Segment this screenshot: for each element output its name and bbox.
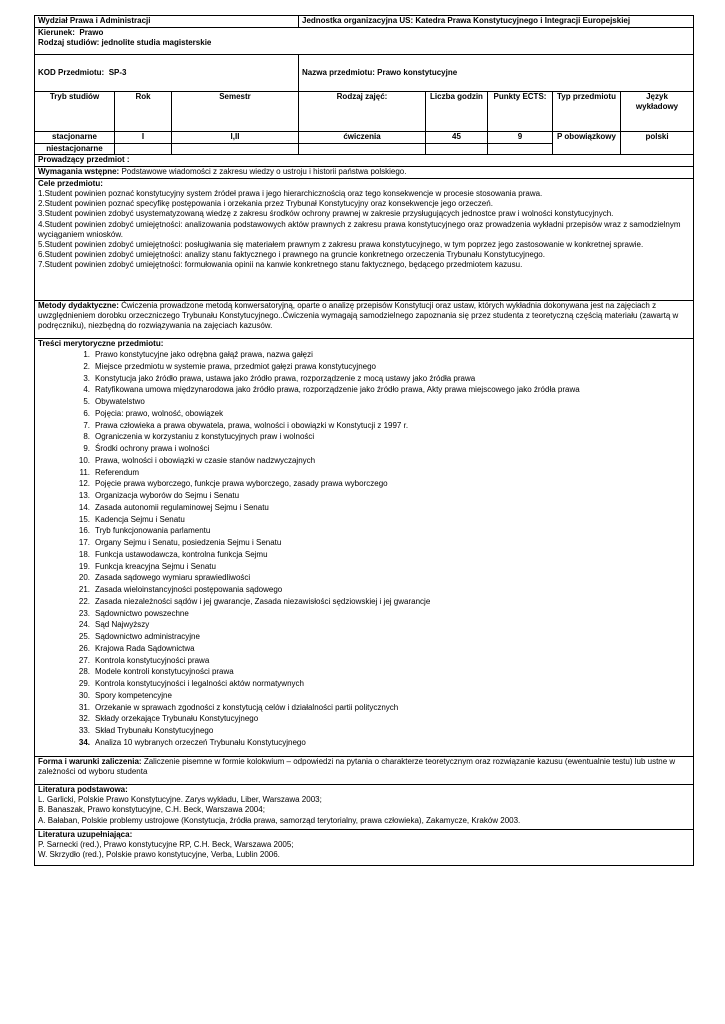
topic-text: Modele kontroli konstytucyjności prawa: [95, 667, 234, 677]
topic-item: [38, 525, 690, 537]
empty-cell: [115, 144, 172, 155]
literature-item: W. Skrzydło (red.), Polskie prawo konstytucyjne, Verba, Lublin 2006.: [38, 850, 280, 860]
topic-text: Kontrola konstytucyjności i legalności aktów normatywnych: [95, 679, 304, 688]
mode-full-time: stacjonarne: [35, 132, 115, 144]
goal-item: 1.Student powinien poznać konstytucyjny system źródeł prawa i jego hierarchicznością oraz tego konsekwencje w procesie stosowania prawa.: [38, 189, 543, 198]
topic-item: [38, 349, 690, 361]
topic-item: [38, 737, 690, 749]
topic-item: [38, 619, 690, 631]
topic-text: Zasada sądowego wymiaru sprawiedliwości: [95, 573, 251, 583]
goal-item: 4.Student powinien zdobyć umiejętności: analizowania podstawowych aktów prawnych z zakresu prawa konstytucyjnego oraz prowadzenia wykładni przepisów wraz z samodzielnym wyciąganiem wniosków.: [38, 219, 681, 239]
topic-item: [38, 420, 690, 432]
topic-number: 15.: [78, 514, 90, 524]
topics-list: [38, 349, 690, 749]
topic-item: [38, 373, 690, 385]
topic-item: [38, 608, 690, 620]
topic-text: Funkcja kreacyjna Sejmu i Senatu: [95, 561, 216, 571]
col-header-hours: Liczba godzin: [426, 92, 488, 132]
topic-item: [38, 666, 690, 678]
methods-cell: [35, 301, 694, 339]
code-value: SP-3: [108, 68, 127, 77]
topic-number: 14.: [78, 502, 90, 512]
content-cell: [35, 339, 694, 757]
topic-item: [38, 655, 690, 667]
topic-item: [38, 361, 690, 373]
topic-text: Zasada niezależności sądów i jej gwarancje, Zasada niezawisłości sędziowskiej i jej gwarancje: [95, 596, 431, 606]
class-type-value: ćwiczenia: [299, 132, 426, 144]
col-header-semester: Semestr: [172, 92, 299, 132]
topic-item: [38, 396, 690, 408]
goals-label: Cele przedmiotu:: [38, 179, 103, 188]
topic-text: Zasada autonomii regulaminowej Sejmu i Senatu: [95, 502, 269, 512]
field-value: Prawo: [79, 28, 104, 37]
topic-number: 18.: [78, 549, 90, 559]
topic-text: Środki ochrony prawa i wolności: [95, 444, 210, 453]
topic-text: Konstytucja jako źródło prawa, ustawa jako źródło prawa, rozporządzenie z mocą ustawy jako źródła prawa: [95, 373, 476, 383]
topic-number: 24.: [78, 620, 90, 630]
topic-item: [38, 431, 690, 443]
topic-number: 11.: [79, 467, 90, 477]
topic-item: [38, 584, 690, 596]
topic-number: 8.: [83, 432, 90, 442]
topic-number: 3.: [83, 373, 90, 383]
literature-item: B. Banaszak, Prawo konstytucyjne, C.H. Beck, Warszawa 2004;: [38, 805, 265, 815]
topic-number: 17.: [78, 538, 90, 547]
topic-text: Ratyfikowana umowa międzynarodowa jako źródło prawa, rozporządzenie jako źródło prawa, Akty prawa miejscowego jako źródła prawa: [95, 385, 580, 395]
assessment-text: Zaliczenie pisemne w formie kolokwium – odpowiedzi na pytania o charakterze teoretycznym oraz rozwiązanie kazusu (ewentualnie testu) lub ustne w zależności od wyboru studenta: [38, 757, 676, 777]
topic-item: [38, 455, 690, 467]
topic-item: [38, 690, 690, 702]
topic-number: 34.: [78, 737, 90, 747]
empty-cell: [299, 144, 426, 155]
topic-text: Miejsce przedmiotu w systemie prawa, przedmiot gałęzi prawa konstytucyjnego: [95, 361, 377, 371]
topic-item: [38, 408, 690, 420]
topic-text: Krajowa Rada Sądownictwa: [95, 643, 195, 653]
topic-text: Ograniczenia w korzystaniu z konstytucyjnych praw i wolności: [95, 432, 315, 442]
topic-item: [38, 384, 690, 396]
topic-item: [38, 467, 690, 479]
topic-number: 6.: [83, 408, 90, 418]
topic-item: [38, 478, 690, 490]
topic-number: 12.: [78, 479, 90, 489]
empty-cell: [488, 144, 553, 155]
col-header-year: Rok: [115, 92, 172, 132]
col-header-subject-type: Typ przedmiotu: [553, 92, 621, 132]
topic-item: [38, 561, 690, 573]
unit-cell: Jednostka organizacyjna US: Katedra Prawa Konstytucyjnego i Integracji Europejskiej: [299, 16, 694, 28]
study-type: Rodzaj studiów: jednolite studia magisterskie: [38, 38, 212, 47]
topic-item: [38, 725, 690, 737]
faculty-cell: Wydział Prawa i Administracji: [35, 16, 299, 28]
topic-number: 16.: [78, 526, 90, 536]
topic-number: 23.: [78, 608, 90, 618]
ects-value: 9: [488, 132, 553, 144]
topic-text: Sąd Najwyższy: [95, 620, 150, 630]
topic-number: 25.: [78, 632, 90, 641]
goal-item: 6.Student powinien zdobyć umiejętności: analizy stanu faktycznego i prawnego na gruncie konkretnego orzeczenia Trybunału Konstytucyjnego.: [38, 250, 545, 260]
topic-text: Składy orzekające Trybunału Konstytucyjnego: [95, 714, 259, 724]
methods-text: Ćwiczenia prowadzone metodą konwersatoryjną, oparte o analizę przepisów Konstytucji oraz ustaw, których wykładnia dokonywana jest na zajęciach z uwzględnieniem dorobku orzeczniczego Trybunału Konstytucyjnego..Ćwiczenia wymagają samodzielnego zapoznania się przez studenta z teoretyczną częścią materiału (zawartą w podręczniku), niezbędną do rozwiązywania na zajęciach kazusów.: [38, 301, 679, 331]
topic-number: 28.: [78, 667, 90, 677]
syllabus-sheet: [34, 15, 693, 866]
literature-extra-label: Literatura uzupełniająca:: [38, 830, 133, 839]
syllabus-table: [34, 15, 694, 866]
topic-item: [38, 643, 690, 655]
topic-item: [38, 572, 690, 584]
topic-number: 29.: [78, 679, 90, 688]
topic-number: 9.: [83, 444, 90, 453]
topic-item: [38, 502, 690, 514]
topic-number: 4.: [83, 385, 90, 395]
field-label: Kierunek:: [38, 28, 75, 37]
empty-cell: [172, 144, 299, 155]
topic-text: Analiza 10 wybranych orzeczeń Trybunału Konstytucyjnego: [95, 737, 306, 747]
goal-item: 5.Student powinien zdobyć umiejętności: posługiwania się materiałem prawnym z zakresu prawa konstytucyjnego, w tym poprzez jego zastosowanie w konkretnej sprawie.: [38, 240, 644, 250]
year-value: I: [115, 132, 172, 144]
topic-number: 7.: [83, 420, 90, 430]
literature-basic-cell: [35, 785, 694, 830]
hours-value: 45: [426, 132, 488, 144]
topic-number: 2.: [83, 361, 90, 371]
language-value: polski: [621, 132, 694, 155]
topic-number: 32.: [78, 714, 90, 724]
topic-item: [38, 631, 690, 643]
topic-item: [38, 490, 690, 502]
lecturer-label: Prowadzący przedmiot :: [38, 155, 130, 164]
col-header-mode: Tryb studiów: [35, 92, 115, 132]
code-label: KOD Przedmiotu:: [38, 68, 105, 77]
topic-text: Prawo konstytucyjne jako odrębna gałąź prawa, nazwa gałęzi: [95, 350, 313, 359]
topic-text: Prawa, wolności i obowiązki w czasie stanów nadzwyczajnych: [95, 455, 316, 465]
topic-text: Referendum: [95, 467, 140, 477]
literature-extra-cell: [35, 830, 694, 866]
topic-text: Tryb funkcjonowania parlamentu: [95, 526, 211, 536]
topic-number: 13.: [78, 491, 90, 500]
topic-number: 10.: [78, 455, 90, 465]
topic-text: Orzekanie w sprawach zgodności z konstytucją celów i działalności partii politycznych: [95, 702, 399, 712]
mode-part-time: niestacjonarne: [35, 144, 115, 155]
topic-item: [38, 702, 690, 714]
topic-number: 5.: [83, 397, 90, 406]
content-label: Treści merytoryczne przedmiotu:: [38, 339, 164, 348]
topic-number: 30.: [78, 690, 90, 700]
topic-text: Skład Trybunału Konstytucyjnego: [95, 726, 214, 735]
col-header-language: Język wykładowy: [621, 92, 694, 132]
topic-number: 20.: [78, 573, 90, 583]
goal-item: 7.Student powinien zdobyć umiejętności: formułowania opinii na kanwie konkretnego stanu faktycznego, będącego przedmiotem kazusu.: [38, 260, 523, 270]
code-cell: [35, 55, 299, 92]
topic-text: Organizacja wyborów do Sejmu i Senatu: [95, 491, 240, 500]
topic-number: 26.: [78, 643, 90, 653]
topic-text: Pojęcie prawa wyborczego, funkcje prawa wyborczego, zasady prawa wyborczego: [95, 479, 388, 489]
semester-value: I,II: [172, 132, 299, 144]
topic-text: Sądownictwo powszechne: [95, 608, 189, 618]
topic-text: Kontrola konstytucyjności prawa: [95, 655, 210, 665]
topic-number: 1.: [83, 350, 90, 359]
topic-number: 21.: [78, 585, 90, 594]
subject-cell: [299, 55, 694, 92]
prerequisites-text: Podstawowe wiadomości z zakresu wiedzy o ustroju i historii państwa polskiego.: [121, 167, 407, 176]
topic-item: [38, 537, 690, 549]
assessment-cell: [35, 757, 694, 785]
topic-item: [38, 549, 690, 561]
topic-item: [38, 713, 690, 725]
topic-number: 33.: [78, 726, 90, 735]
topic-item: [38, 596, 690, 608]
topic-text: Sądownictwo administracyjne: [95, 632, 200, 641]
topic-number: 22.: [78, 596, 90, 606]
literature-item: P. Sarnecki (red.), Prawo konstytucyjne RP, C.H. Beck, Warszawa 2005;: [38, 840, 294, 850]
topic-text: Prawa człowieka a prawa obywatela, prawa, wolności i obowiązki w Konstytucji z 1997 r.: [95, 420, 409, 430]
topic-text: Organy Sejmu i Senatu, posiedzenia Sejmu i Senatu: [95, 538, 282, 547]
subject-value: Prawo konstytucyjne: [377, 68, 458, 77]
topic-text: Spory kompetencyjne: [95, 690, 172, 700]
literature-item: A. Bałaban, Polskie problemy ustrojowe (Konstytucja, źródła prawa, samorząd terytorialny, prawa człowieka), Zakamycze, Kraków 2003.: [38, 815, 521, 825]
lecturer-cell: [35, 155, 694, 167]
topic-number: 27.: [78, 655, 90, 665]
methods-label: Metody dydaktyczne:: [38, 301, 119, 310]
topic-text: Kadencja Sejmu i Senatu: [95, 514, 185, 524]
topic-item: [38, 514, 690, 526]
col-header-ects: Punkty ECTS:: [488, 92, 553, 132]
topic-item: [38, 443, 690, 455]
topic-text: Obywatelstwo: [95, 397, 145, 406]
topic-text: Zasada wieloinstancyjności postępowania sądowego: [95, 585, 283, 594]
topic-text: Funkcja ustawodawcza, kontrolna funkcja Sejmu: [95, 549, 268, 559]
prerequisites-label: Wymagania wstępne:: [38, 167, 120, 176]
literature-basic-label: Literatura podstawowa:: [38, 785, 128, 794]
empty-cell: [426, 144, 488, 155]
goal-item: 2.Student powinien poznać specyfikę postępowania i orzekania przez Trybunał Konstytucyjny oraz konsekwencje jego orzeczeń.: [38, 199, 493, 209]
topic-text: Pojęcia: prawo, wolność, obowiązek: [95, 408, 224, 418]
subject-label: Nazwa przedmiotu:: [302, 68, 375, 77]
prerequisites-cell: [35, 167, 694, 179]
topic-number: 31.: [78, 702, 90, 712]
goal-item: 3.Student powinien zdobyć usystematyzowaną wiedzę z zakresu środków ochrony prawnej w zakresie przysługujących jednostce praw i wolności konstytucyjnych.: [38, 209, 614, 219]
subject-type-value: P obowiązkowy: [553, 132, 621, 155]
literature-item: L. Garlicki, Polskie Prawo Konstytucyjne. Zarys wykładu, Liber, Warszawa 2003;: [38, 795, 322, 805]
topic-item: [38, 678, 690, 690]
col-header-class-type: Rodzaj zajęć:: [299, 92, 426, 132]
topic-number: 19.: [78, 561, 90, 571]
assessment-label: Forma i warunki zaliczenia:: [38, 757, 142, 766]
goals-cell: [35, 179, 694, 301]
field-cell: [35, 28, 694, 55]
